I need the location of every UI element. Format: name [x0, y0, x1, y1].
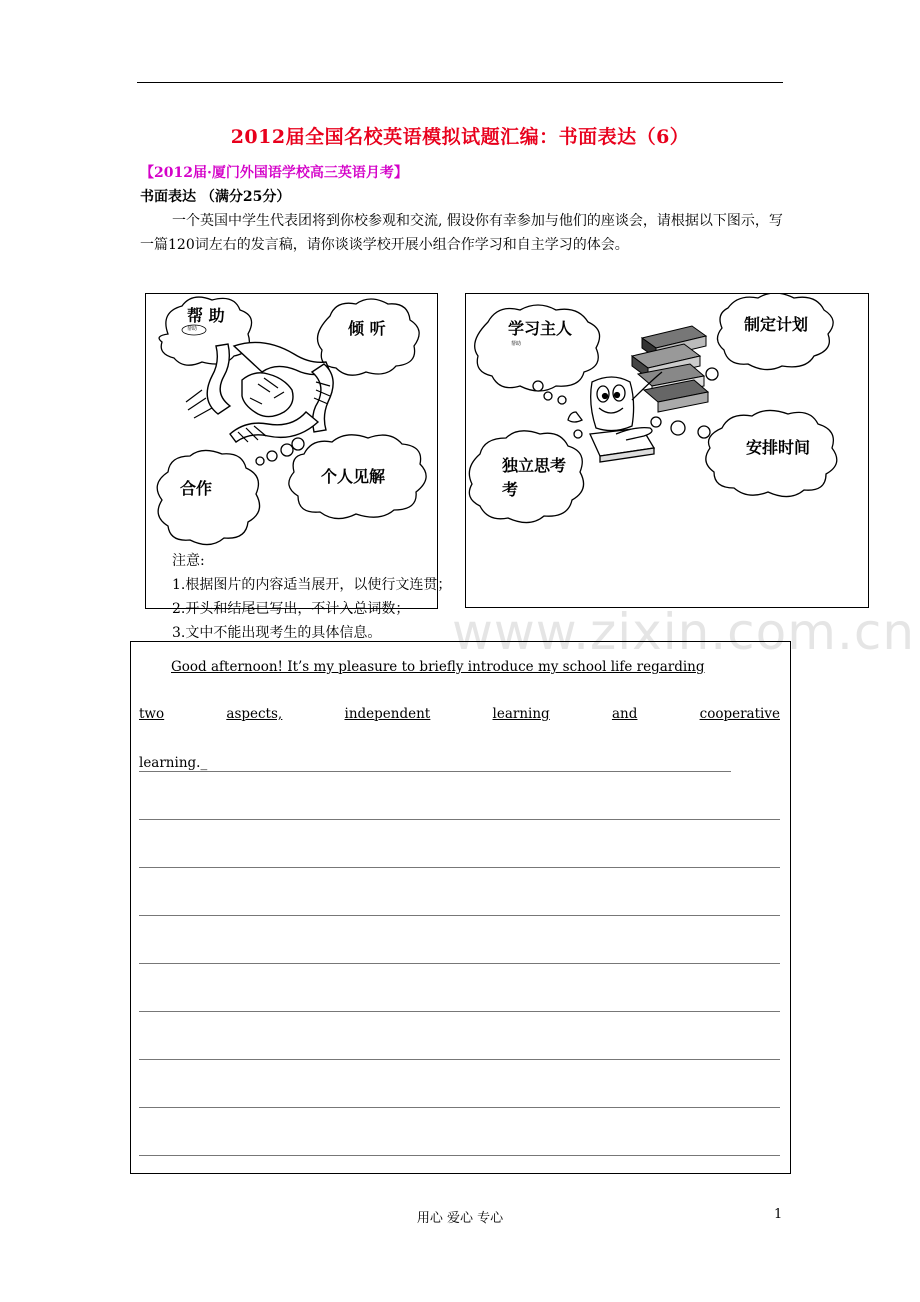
- writing-line[interactable]: [139, 819, 780, 820]
- section-heading: 书面表达 （满分25分）: [140, 189, 291, 205]
- header-rule: [137, 82, 783, 83]
- small-help-text: 帮助: [187, 326, 198, 332]
- writing-line[interactable]: [139, 963, 780, 964]
- answer-word: aspects,: [226, 706, 283, 722]
- laptop-character-icon: [568, 372, 662, 462]
- right-picture-panel: [465, 293, 869, 608]
- writing-line[interactable]: [139, 1155, 780, 1156]
- answer-word: learning: [492, 706, 550, 722]
- notes-section: [172, 549, 451, 645]
- cloud-label-schedule: 安排时间: [746, 438, 811, 457]
- note-item-3: 3.文中不能出现考生的具体信息。: [172, 625, 382, 641]
- writing-line[interactable]: [139, 1107, 780, 1108]
- small-master-text: 帮助: [511, 341, 522, 347]
- answer-word: cooperative: [699, 706, 780, 722]
- cloud-label-think-2: 考: [502, 480, 519, 499]
- writing-line[interactable]: [139, 1059, 780, 1060]
- cloud-label-think: 独立思考: [502, 456, 567, 475]
- cloud-label-help: 帮 助: [187, 306, 225, 325]
- notes-label: 注意:: [172, 553, 205, 569]
- task-prompt: 一个英国中学生代表团将到你校参观和交流, 假设你有幸参加与他们的座谈会，请根据以下图示，写一篇120词左右的发言稿，请你谈谈学校开展小组合作学习和自主学习的体会。: [140, 213, 783, 253]
- cloud-label-opinion: 个人见解: [321, 467, 386, 486]
- cloud-label-master: 学习主人: [508, 319, 573, 338]
- think-cloud: [469, 431, 583, 523]
- answer-line-1: Good afternoon! It’s my pleasure to briefly introduce my school life regarding: [171, 659, 705, 675]
- books-icon: [632, 326, 708, 412]
- writing-line[interactable]: [139, 915, 780, 916]
- cloud-label-plan: 制定计划: [744, 315, 809, 334]
- watermark: www.zixin.com.cn: [452, 603, 916, 661]
- writing-line[interactable]: [139, 1011, 780, 1012]
- answer-word: independent: [344, 706, 431, 722]
- answer-line-2: [139, 706, 780, 722]
- note-item-2: 2.开头和结尾已写出，不计入总词数；: [172, 601, 410, 617]
- writing-line[interactable]: [139, 867, 780, 868]
- writing-line[interactable]: [139, 771, 731, 772]
- page-footer: 用心 爱心 专心: [416, 1211, 504, 1226]
- source-label: 【2012届·厦门外国语学校高三英语月考】: [140, 165, 408, 181]
- cloud-label-listen: 倾 听: [348, 319, 386, 338]
- answer-line-3: learning._: [139, 755, 208, 771]
- answer-word: two: [139, 706, 165, 722]
- document-title: 2012届全国名校英语模拟试题汇编：书面表达（6）: [230, 126, 690, 148]
- joined-hands-icon: [207, 342, 333, 442]
- page-number: 1: [774, 1207, 783, 1222]
- note-item-1: 1.根据图片的内容适当展开，以使行文连贯；: [172, 577, 452, 593]
- cloud-label-cooperate: 合作: [180, 479, 213, 498]
- answer-word: and: [611, 706, 638, 722]
